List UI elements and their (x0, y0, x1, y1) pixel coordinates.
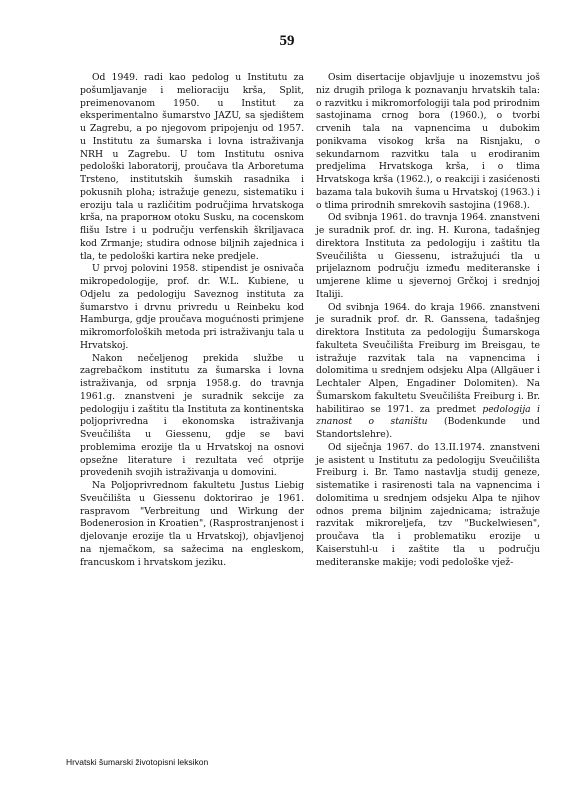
left-column (80, 72, 304, 569)
paragraph: Od 1949. radi kao pedolog u Institutu za pošumljavanje i melioraciju krša, Split, preimenovanom 1950. u Institut za eksperimentalno šumarstvo JAZU, sa sjedištem u Zagrebu, a po njegovom pripojenju od 1957. u Institutu za šumarska i lovna istraživanja NRH u Zagrebu. U tom Institutu osniva pedološki laboratorij, proučava tla Arboretuma Trsteno, institutskih šumskih rasadnika i pokusnih ploha; istražuje genezu, sistematiku i eroziju tala u različitim područjima hrvatskoga krša, na praporном otoku Susku, na cocenskom flišu Istre i u području verfenskih škriljavaca kod Zrmanje; studira odnose biljnih zajednica i tla, te pedološki kartira neke predjele. (80, 72, 304, 262)
paragraph: Osim disertacije objavljuje u inozemstvu još niz drugih priloga k poznavanju hrvatskih tala: o razvitku i mikromorfologiji tala pod prirodnim sastojinama crnog bora (1960.), o tvorbi crvenih tala na vapnencima u dubokim ponikvama visokog krša na Risnjaku, o sekundarnom razvitku tala u erodiranim predjelima Hrvatskoga krša, i o tlima Hrvatskoga krša (1962.), o reakciji i zasićenosti bazama tala bukovih šuma u Hrvatskoj (1963.) i o tlima prirodnih smrekovih sastojina (1968.). (316, 72, 540, 211)
paragraph: Od svibnja 1961. do travnja 1964. znanstveni je suradnik prof. dr. ing. H. Kurona, tadašnjeg direktora Instituta za pedologiju i zaštitu tla Sveučilišta u Giessenu, istražujući tla u prijelaznom području između mediteranske i umjerene klime u sjevernoj Grčkoj i srednjoj Italiji. (316, 212, 540, 300)
running-footer: Hrvatski šumarski životopisni leksikon (66, 757, 209, 767)
paragraph: Na Poljoprivrednom fakultetu Justus Liebig Sveučilišta u Giessenu doktorirao je 1961. raspravom "Verbreitung und Wirkung der Bodenerosion in Kroatien", (Rasprostranjenost i djelovanje erozije tla u Hrvatskoj), objavljenoj na njemačkom, sa sažecima na engleskom, francuskom i hrvatskom jeziku. (80, 480, 304, 568)
paragraph-text: Od svibnja 1964. do kraja 1966. znanstveni je suradnik prof. dr. R. Ganssena, tadašnjeg direktora Instituta za pedologiju Šumarskoga fakulteta Sveučilišta Freiburg im Breisgau, te istražuje razvitak tala na vapnencima i dolomitima u srednjem odsjeku Alpa (Allgäuer i Lechtaler Alpen, Engadiner Dolomiten). Na Šumarskom fakultetu Sveučilišta Freiburg i. Br. habilitirao se 1971. za predmet (316, 301, 540, 415)
paragraph-text-end: (Bodenkunde und Standortslehre). (316, 416, 541, 440)
page-number: 59 (279, 33, 295, 49)
paragraph: Nakon nečeljenog prekida službe u zagrebačkom institutu za šumarska i lovna istraživanja, od srpnja 1958.g. do travnja 1961.g. znanstveni je suradnik sekcije za pedologiju i zaštitu tla Instituta za kontinentska poljoprivredna i ekonomska istraživanja Sveučilišta u Giessenu, gdje se bavi problemima erozije tla u Hrvatskoj na osnovi opsežne literature i rezultata već otprije provedenih svojih istraživanja u domovini. (80, 352, 304, 479)
paragraph: U prvoj polovini 1958. stipendist je osnivača mikropedologije, prof. dr. W.L. Kubiene, u Odjelu za pedologiju Saveznog instituta za šumarstvo i drvnu privredu u Reinbeku kod Hamburga, gdje proučava mogućnosti primjene mikromorfoloških metoda pri istraživanju tala u Hrvatskoj. (80, 263, 304, 351)
paragraph: Od siječnja 1967. do 13.II.1974. znanstveni je asistent u Institutu za pedologiju Sveučilišta Freiburg i. Br. Tamo nastavlja studij geneze, sistematike i rasirenosti tala na vapnencima i dolomitima u srednjem odsjeku Alpa te njihov odnos prema biljnim zajednicama; istražuje razvitak mikroreljefa, tzv "Buckelwiesen", proučava tla i problematiku erozije u Kaiserstuhl-u i zaštite tla u području mediteranske makije; vodi pedološke vjež- (316, 441, 540, 568)
paragraph-with-italic (316, 302, 540, 442)
italic-phrase: pedologija i znanost o staništu (316, 403, 540, 428)
right-column (316, 72, 540, 569)
